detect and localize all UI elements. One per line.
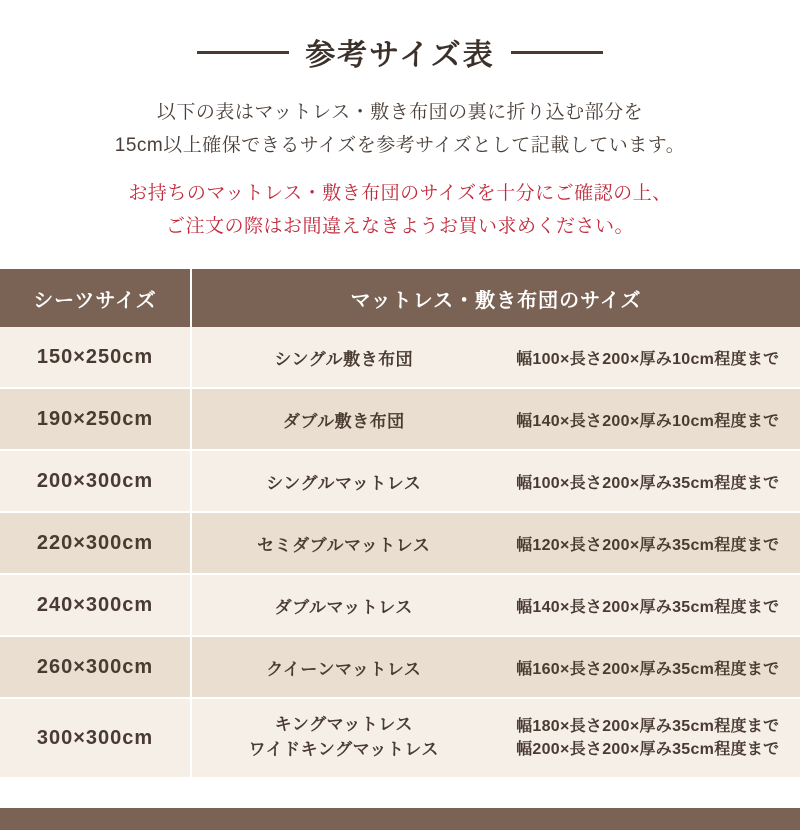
size-table-header (0, 269, 800, 327)
cell-product-name (191, 698, 496, 778)
cell-product-spec: 幅140×長さ200×厚み35cm程度まで (496, 574, 800, 636)
cell-product-spec: 幅140×長さ200×厚み10cm程度まで (496, 388, 800, 450)
page-title (0, 30, 800, 74)
table-row (0, 450, 800, 512)
warning-line-2: ご注文の際はお間違えなきようお買い求めください。 (0, 210, 800, 243)
intro-line-2: 15cm以上確保できるサイズを参考サイズとして記載しています。 (0, 129, 800, 162)
bottom-accent-bar (0, 808, 800, 830)
cell-product-name: シングルマットレス (191, 450, 496, 512)
cell-product-name-line-1: キングマットレス (192, 713, 496, 738)
cell-product-name: クイーンマットレス (191, 636, 496, 698)
cell-product-name: セミダブルマットレス (191, 512, 496, 574)
table-row (0, 388, 800, 450)
intro-text (0, 96, 800, 163)
table-row (0, 574, 800, 636)
table-row (0, 327, 800, 388)
cell-product-spec (496, 698, 800, 778)
cell-product-spec-line-1: 幅180×長さ200×厚み35cm程度まで (496, 715, 800, 738)
table-row (0, 636, 800, 698)
table-row (0, 698, 800, 778)
cell-product-name: ダブル敷き布団 (191, 388, 496, 450)
cell-sheet-size: 150×250cm (0, 327, 191, 388)
cell-product-name: ダブルマットレス (191, 574, 496, 636)
cell-product-spec: 幅160×長さ200×厚み35cm程度まで (496, 636, 800, 698)
cell-product-spec: 幅100×長さ200×厚み35cm程度まで (496, 450, 800, 512)
cell-product-name: シングル敷き布団 (191, 327, 496, 388)
cell-sheet-size: 190×250cm (0, 388, 191, 450)
column-header-mattress-size: マットレス・敷き布団のサイズ (191, 269, 800, 327)
title-rule-left (197, 51, 289, 54)
cell-sheet-size: 240×300cm (0, 574, 191, 636)
warning-line-1: お持ちのマットレス・敷き布団のサイズを十分にご確認の上、 (0, 177, 800, 210)
size-table-body (0, 327, 800, 778)
warning-text (0, 177, 800, 244)
cell-product-spec: 幅100×長さ200×厚み10cm程度まで (496, 327, 800, 388)
size-table (0, 269, 800, 779)
cell-sheet-size: 200×300cm (0, 450, 191, 512)
title-rule-right (511, 51, 603, 54)
column-header-sheet-size: シーツサイズ (0, 269, 191, 327)
cell-sheet-size: 220×300cm (0, 512, 191, 574)
table-row (0, 512, 800, 574)
cell-sheet-size: 300×300cm (0, 698, 191, 778)
cell-product-spec-line-2: 幅200×長さ200×厚み35cm程度まで (496, 738, 800, 761)
table-header-row (0, 269, 800, 327)
cell-sheet-size: 260×300cm (0, 636, 191, 698)
page-title-text: 参考サイズ表 (305, 30, 495, 74)
size-chart-page (0, 30, 800, 830)
cell-product-name-line-2: ワイドキングマットレス (192, 738, 496, 763)
intro-line-1: 以下の表はマットレス・敷き布団の裏に折り込む部分を (0, 96, 800, 129)
cell-product-spec: 幅120×長さ200×厚み35cm程度まで (496, 512, 800, 574)
